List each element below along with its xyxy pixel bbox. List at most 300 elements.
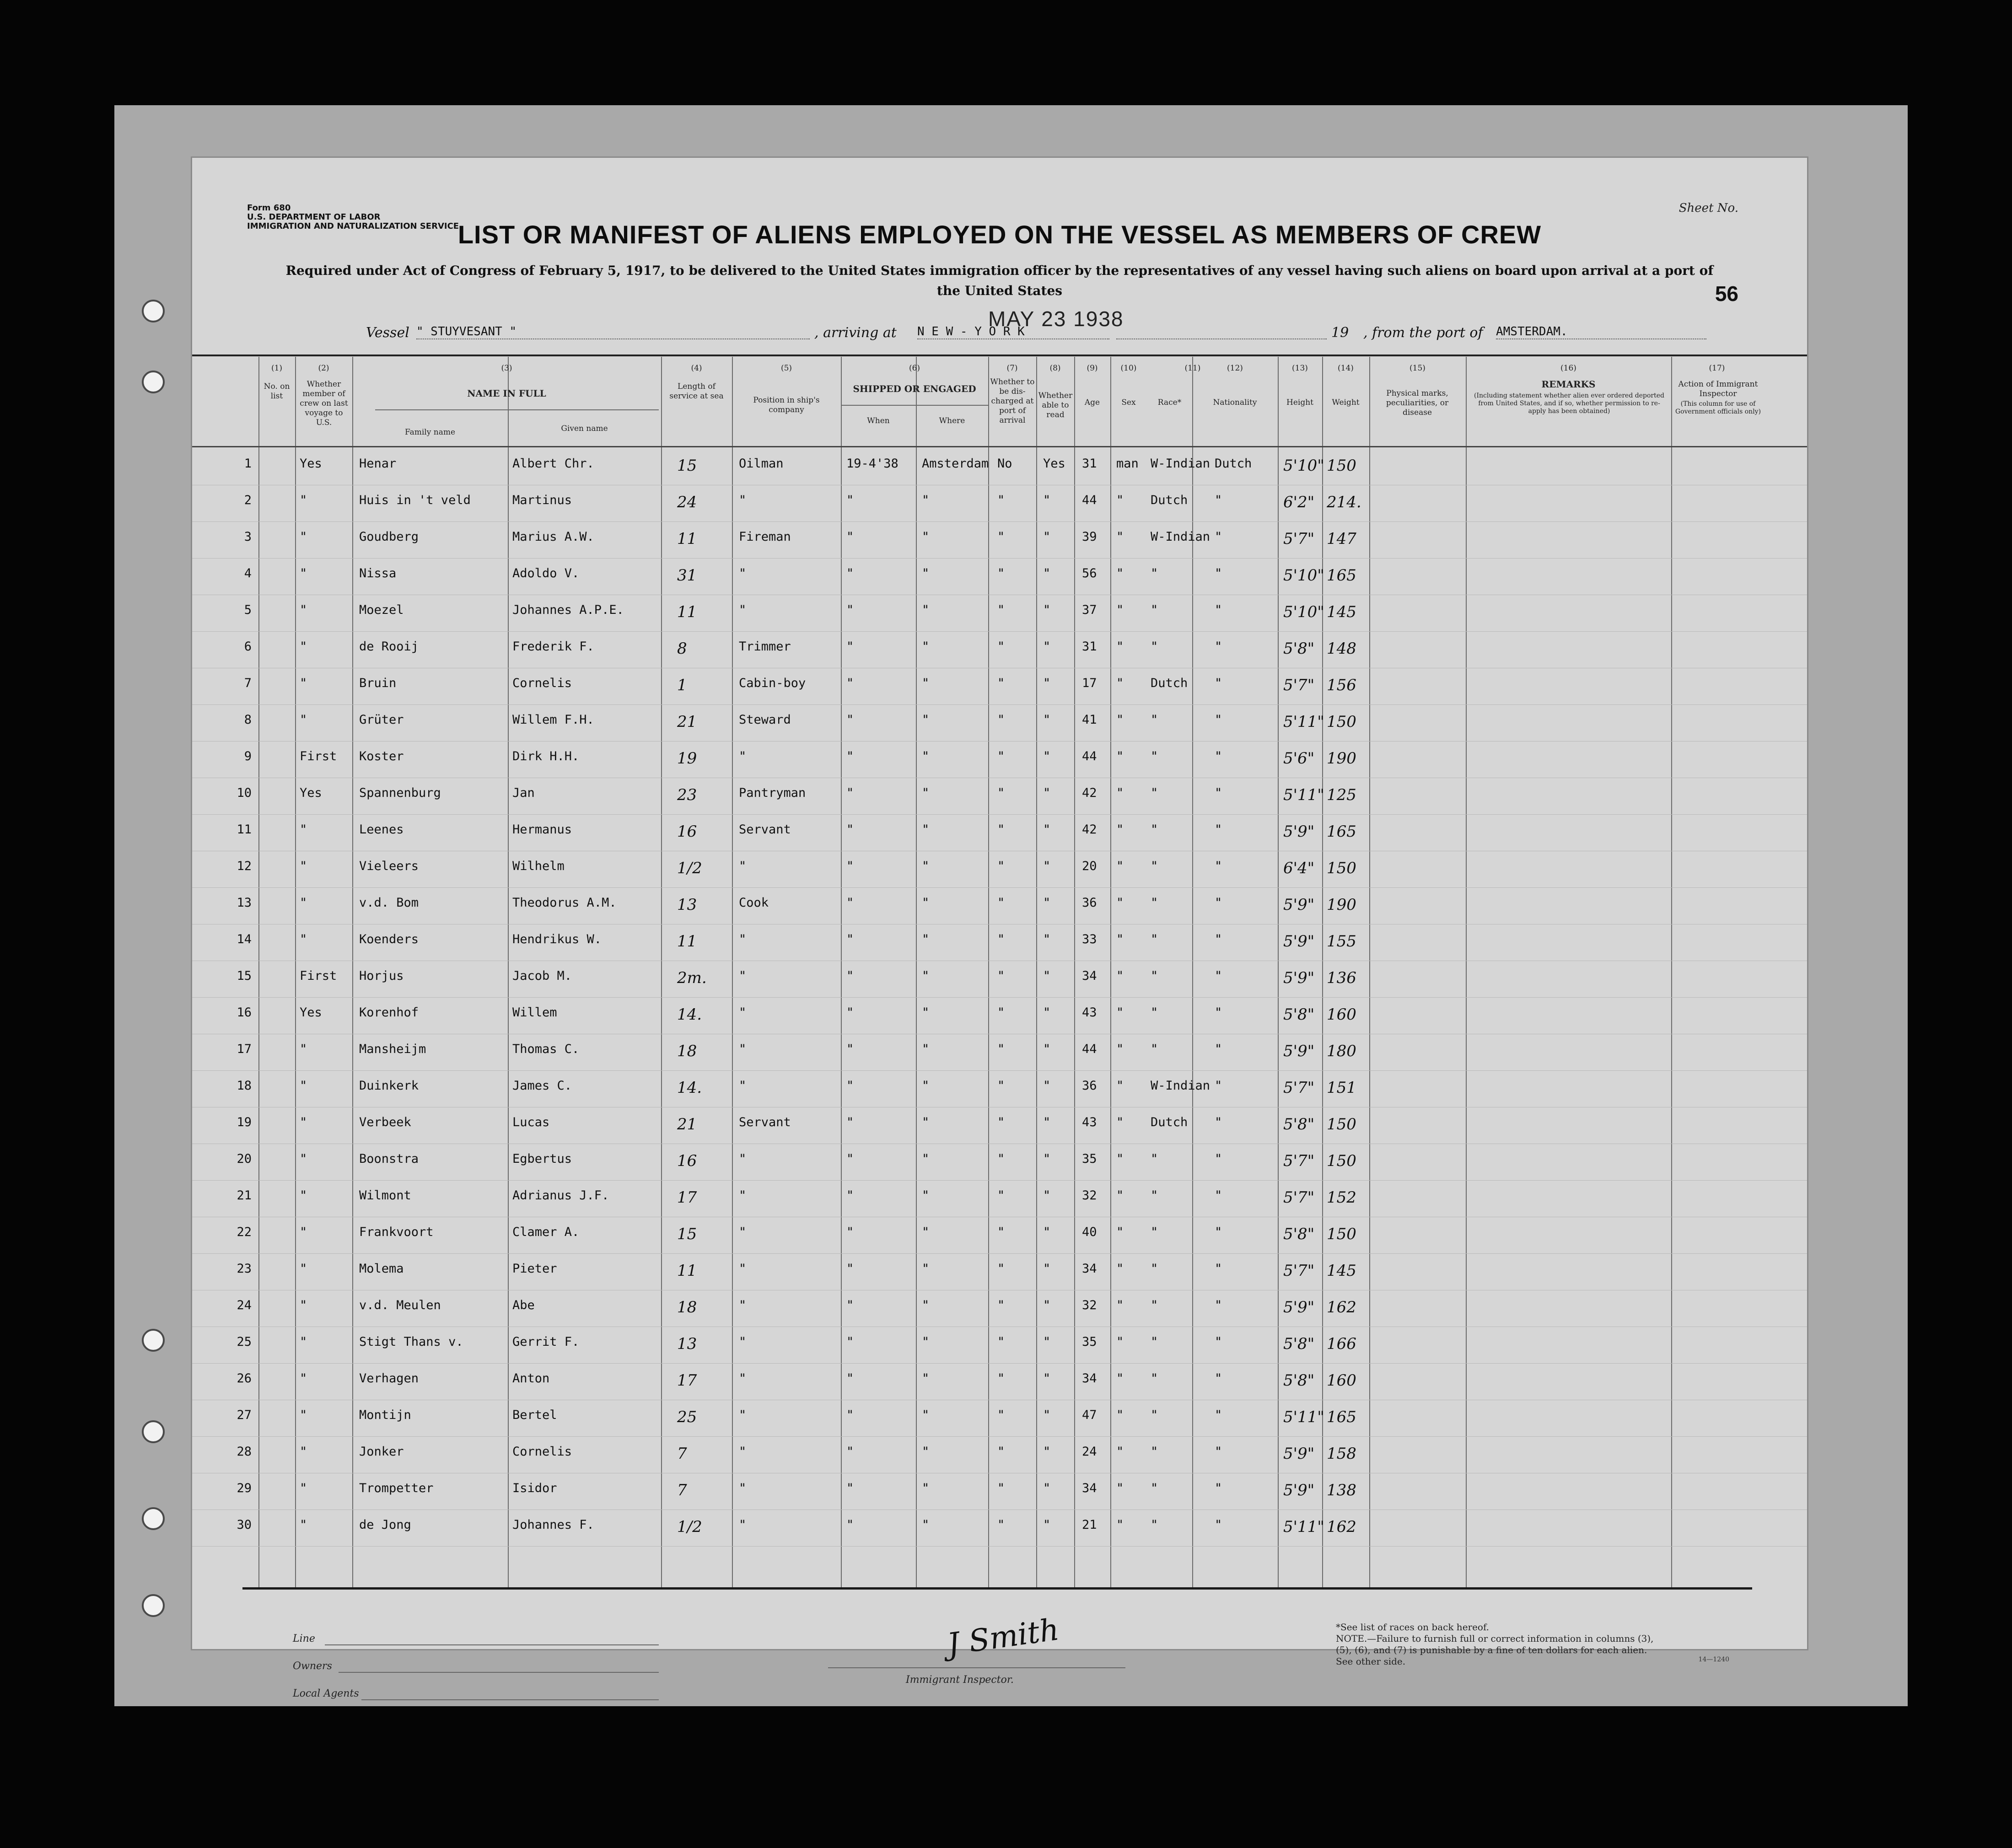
given-name-cell: Adrianus J.F. <box>512 1188 609 1203</box>
able-to-read-cell: " <box>1043 969 1051 983</box>
able-to-read-cell: " <box>1043 639 1051 654</box>
shipped-when-cell: " <box>846 1152 854 1166</box>
col-remarks-note: (Including statement whether alien ever ordered deported from United States, and if so, whether permission to re-apply has been obtained) <box>1474 392 1664 415</box>
position-cell: " <box>739 1371 747 1386</box>
age-cell: 17 <box>1082 676 1097 690</box>
discharged-cell: " <box>997 1079 1005 1093</box>
punch-hole <box>142 300 165 322</box>
sex-cell: " <box>1116 859 1124 873</box>
sex-cell: " <box>1116 1042 1124 1056</box>
race-cell: " <box>1151 1481 1158 1495</box>
col-when: When <box>867 416 890 425</box>
col16-number: (16) <box>1560 364 1576 373</box>
sex-cell: " <box>1116 676 1124 690</box>
shipped-when-cell: " <box>846 1042 854 1056</box>
given-name-cell: Willem <box>512 1005 557 1020</box>
col5-number: (5) <box>780 364 792 373</box>
punch-hole <box>142 1507 165 1530</box>
row-number-cell: 22 <box>237 1225 252 1239</box>
able-to-read-cell: " <box>1043 1262 1051 1276</box>
able-to-read-cell: " <box>1043 603 1051 617</box>
nationality-cell: " <box>1215 1445 1222 1459</box>
table-row <box>192 1034 1807 1071</box>
length-of-service-cell: 13 <box>677 1335 697 1353</box>
given-name-cell: Abe <box>512 1298 535 1312</box>
position-cell: " <box>739 932 747 946</box>
length-of-service-cell: 1/2 <box>677 1518 702 1536</box>
able-to-read-cell: " <box>1043 786 1051 800</box>
given-name-cell: Albert Chr. <box>512 457 594 471</box>
discharged-cell: " <box>997 566 1005 580</box>
height-cell: 5'6" <box>1283 749 1315 768</box>
year-label: 19 <box>1331 325 1349 341</box>
table-row <box>192 1070 1807 1107</box>
race-cell: " <box>1151 1042 1158 1056</box>
length-of-service-cell: 16 <box>677 1152 697 1170</box>
signature-line <box>828 1667 1125 1668</box>
able-to-read-cell: " <box>1043 1335 1051 1349</box>
shipped-when-cell: 19-4'38 <box>846 457 898 471</box>
table-row <box>192 1510 1807 1547</box>
discharged-cell: " <box>997 1298 1005 1312</box>
previous-voyage-cell: " <box>300 530 307 544</box>
shipped-where-cell: " <box>922 676 930 690</box>
weight-cell: 155 <box>1327 932 1356 951</box>
age-cell: 36 <box>1082 896 1097 910</box>
previous-voyage-cell: First <box>300 749 337 763</box>
shipped-where-cell: " <box>922 859 930 873</box>
table-row <box>192 668 1807 705</box>
weight-cell: 150 <box>1327 1152 1356 1170</box>
col-discharged: Whether to be dis-charged at port of arrival <box>990 377 1035 425</box>
weight-cell: 165 <box>1327 1408 1356 1426</box>
row-number-cell: 11 <box>237 822 252 837</box>
length-of-service-cell: 14. <box>677 1079 702 1097</box>
race-cell: " <box>1151 1005 1158 1020</box>
given-name-cell: Dirk H.H. <box>512 749 580 763</box>
age-cell: 44 <box>1082 493 1097 507</box>
age-cell: 41 <box>1082 713 1097 727</box>
row-number-cell: 7 <box>244 676 252 690</box>
shipped-where-cell: " <box>922 1371 930 1386</box>
length-of-service-cell: 24 <box>677 493 697 511</box>
family-name-cell: Mansheijm <box>359 1042 426 1056</box>
length-of-service-cell: 7 <box>677 1481 687 1499</box>
family-name-cell: Stigt Thans v. <box>359 1335 463 1349</box>
able-to-read-cell: " <box>1043 1042 1051 1056</box>
given-name-cell: Gerrit F. <box>512 1335 580 1349</box>
col1-number: (1) <box>271 364 283 373</box>
age-cell: 35 <box>1082 1152 1097 1166</box>
sex-cell: " <box>1116 713 1124 727</box>
previous-voyage-cell: " <box>300 1335 307 1349</box>
table-row <box>192 521 1807 559</box>
position-cell: " <box>739 1152 747 1166</box>
shipped-when-cell: " <box>846 1371 854 1386</box>
height-cell: 5'9" <box>1283 1445 1315 1463</box>
given-name-cell: Willem F.H. <box>512 713 594 727</box>
discharged-cell: " <box>997 1225 1005 1239</box>
nationality-cell: " <box>1215 493 1222 507</box>
arriving-label: , arriving at <box>814 325 897 341</box>
shipped-where-cell: " <box>922 1408 930 1422</box>
race-cell: " <box>1151 859 1158 873</box>
race-cell: " <box>1151 713 1158 727</box>
col14-number: (14) <box>1338 364 1354 373</box>
given-name-cell: Theodorus A.M. <box>512 896 617 910</box>
height-cell: 5'8" <box>1283 1225 1315 1243</box>
family-name-cell: Korenhof <box>359 1005 419 1020</box>
family-name-cell: Wilmont <box>359 1188 411 1203</box>
family-name-cell: Grüter <box>359 713 404 727</box>
height-cell: 5'10" <box>1283 603 1324 621</box>
family-name-cell: Frankvoort <box>359 1225 434 1239</box>
sex-cell: " <box>1116 896 1124 910</box>
race-cell: Dutch <box>1151 493 1188 507</box>
previous-voyage-cell: " <box>300 1225 307 1239</box>
able-to-read-cell: " <box>1043 1518 1051 1532</box>
col-position: Position in ship's company <box>753 396 820 414</box>
given-name-cell: Pieter <box>512 1262 557 1276</box>
age-cell: 32 <box>1082 1298 1097 1312</box>
discharged-cell: " <box>997 1481 1005 1495</box>
penalty-note: NOTE.—Failure to furnish full or correct information in columns (3), (5), (6), and (7) is punishable by a fine of ten dollars for each alien. See other side. <box>1336 1633 1654 1667</box>
table-row <box>192 961 1807 998</box>
sex-cell: " <box>1116 1518 1124 1532</box>
height-cell: 5'8" <box>1283 639 1315 658</box>
age-cell: 21 <box>1082 1518 1097 1532</box>
date-blank <box>1116 325 1327 339</box>
length-of-service-cell: 11 <box>677 932 697 951</box>
row-number-cell: 30 <box>237 1518 252 1532</box>
table-row <box>192 814 1807 851</box>
races-note: *See list of races on back hereof. <box>1336 1622 1490 1633</box>
previous-voyage-cell: Yes <box>300 1005 322 1020</box>
shipped-where-cell: Amsterdam <box>922 457 989 471</box>
race-cell: " <box>1151 786 1158 800</box>
previous-voyage-cell: " <box>300 676 307 690</box>
line-label: Line <box>293 1633 315 1644</box>
discharged-cell: " <box>997 1042 1005 1056</box>
sex-cell: man <box>1116 457 1139 471</box>
shipped-when-cell: " <box>846 1225 854 1239</box>
weight-cell: 160 <box>1327 1005 1356 1024</box>
able-to-read-cell: " <box>1043 1005 1051 1020</box>
row-number-cell: 4 <box>244 566 252 580</box>
row-number-cell: 12 <box>237 859 252 873</box>
nationality-cell: " <box>1215 713 1222 727</box>
height-cell: 5'7" <box>1283 1079 1315 1097</box>
able-to-read-cell: " <box>1043 713 1051 727</box>
col8-number: (8) <box>1049 364 1061 373</box>
shipped-where-cell: " <box>922 749 930 763</box>
able-to-read-cell: " <box>1043 1079 1051 1093</box>
length-of-service-cell: 16 <box>677 822 697 841</box>
previous-voyage-cell: Yes <box>300 786 322 800</box>
sex-cell: " <box>1116 822 1124 837</box>
race-cell: " <box>1151 749 1158 763</box>
row-number-cell: 15 <box>237 969 252 983</box>
length-of-service-cell: 1 <box>677 676 687 694</box>
nationality-cell: " <box>1215 786 1222 800</box>
sex-cell: " <box>1116 1262 1124 1276</box>
weight-cell: 162 <box>1327 1518 1356 1536</box>
table-row <box>192 631 1807 668</box>
able-to-read-cell: " <box>1043 1225 1051 1239</box>
position-cell: Cook <box>739 896 769 910</box>
discharged-cell: " <box>997 1188 1005 1203</box>
position-cell: " <box>739 566 747 580</box>
family-name-cell: Molema <box>359 1262 404 1276</box>
nationality-cell: " <box>1215 1518 1222 1532</box>
discharged-cell: No <box>997 457 1012 471</box>
race-cell: " <box>1151 969 1158 983</box>
row-number-cell: 28 <box>237 1445 252 1459</box>
race-cell: W-Indian <box>1151 457 1210 471</box>
line-field <box>325 1644 659 1645</box>
shipped-when-cell: " <box>846 493 854 507</box>
shipped-where-cell: " <box>922 1335 930 1349</box>
shipped-when-cell: " <box>846 530 854 544</box>
discharged-cell: " <box>997 1115 1005 1129</box>
able-to-read-cell: " <box>1043 1298 1051 1312</box>
height-cell: 5'7" <box>1283 676 1315 694</box>
row-number-cell: 29 <box>237 1481 252 1495</box>
family-name-cell: Trompetter <box>359 1481 434 1495</box>
row-number-cell: 1 <box>244 457 252 471</box>
weight-cell: 150 <box>1327 1225 1356 1243</box>
nationality-cell: " <box>1215 1371 1222 1386</box>
previous-voyage-cell: " <box>300 1042 307 1056</box>
row-number-cell: 13 <box>237 896 252 910</box>
height-cell: 5'9" <box>1283 1042 1315 1060</box>
nationality-cell: " <box>1215 676 1222 690</box>
col4-number: (4) <box>691 364 702 373</box>
shipped-when-cell: " <box>846 1298 854 1312</box>
age-cell: 34 <box>1082 1481 1097 1495</box>
weight-cell: 160 <box>1327 1371 1356 1390</box>
table-row <box>192 485 1807 522</box>
family-name-cell: Duinkerk <box>359 1079 419 1093</box>
discharged-cell: " <box>997 859 1005 873</box>
height-cell: 5'9" <box>1283 1481 1315 1499</box>
age-cell: 43 <box>1082 1005 1097 1020</box>
able-to-read-cell: " <box>1043 1371 1051 1386</box>
family-name-cell: Koster <box>359 749 404 763</box>
shipped-where-cell: " <box>922 822 930 837</box>
sex-cell: " <box>1116 1225 1124 1239</box>
nationality-cell: Dutch <box>1215 457 1252 471</box>
able-to-read-cell: " <box>1043 1481 1051 1495</box>
sex-cell: " <box>1116 566 1124 580</box>
sex-cell: " <box>1116 969 1124 983</box>
position-cell: " <box>739 749 747 763</box>
age-cell: 20 <box>1082 859 1097 873</box>
discharged-cell: " <box>997 822 1005 837</box>
discharged-cell: " <box>997 493 1005 507</box>
shipped-where-cell: " <box>922 896 930 910</box>
position-cell: Servant <box>739 822 791 837</box>
given-name-cell: Jan <box>512 786 535 800</box>
crew-table <box>192 355 1807 1599</box>
height-cell: 5'9" <box>1283 932 1315 951</box>
sex-cell: " <box>1116 493 1124 507</box>
height-cell: 5'11" <box>1283 1408 1324 1426</box>
table-row <box>192 1363 1807 1400</box>
col10-number: (10) <box>1120 364 1137 373</box>
family-name-cell: Henar <box>359 457 397 471</box>
age-cell: 47 <box>1082 1408 1097 1422</box>
sex-cell: " <box>1116 1152 1124 1166</box>
age-cell: 43 <box>1082 1115 1097 1129</box>
previous-voyage-cell: " <box>300 1115 307 1129</box>
able-to-read-cell: " <box>1043 1152 1051 1166</box>
length-of-service-cell: 21 <box>677 1115 697 1134</box>
nationality-cell: " <box>1215 1335 1222 1349</box>
punch-hole <box>142 1329 165 1352</box>
family-name-cell: Koenders <box>359 932 419 946</box>
manifest-sheet <box>192 158 1807 1699</box>
sex-cell: " <box>1116 786 1124 800</box>
row-number-cell: 2 <box>244 493 252 507</box>
given-name-cell: Cornelis <box>512 676 572 690</box>
weight-cell: 147 <box>1327 530 1356 548</box>
race-cell: " <box>1151 1262 1158 1276</box>
length-of-service-cell: 7 <box>677 1445 687 1463</box>
row-number-cell: 5 <box>244 603 252 617</box>
shipped-where-cell: " <box>922 1042 930 1056</box>
nationality-cell: " <box>1215 1298 1222 1312</box>
given-name-cell: Jacob M. <box>512 969 572 983</box>
race-cell: " <box>1151 566 1158 580</box>
position-cell: " <box>739 1335 747 1349</box>
discharged-cell: " <box>997 786 1005 800</box>
position-cell: Servant <box>739 1115 791 1129</box>
age-cell: 32 <box>1082 1188 1097 1203</box>
previous-voyage-cell: " <box>300 932 307 946</box>
family-name-cell: v.d. Bom <box>359 896 419 910</box>
race-cell: " <box>1151 932 1158 946</box>
col13-number: (13) <box>1292 364 1308 373</box>
sex-cell: " <box>1116 1188 1124 1203</box>
previous-voyage-cell: " <box>300 1298 307 1312</box>
given-name-cell: Johannes A.P.E. <box>512 603 624 617</box>
row-number-cell: 3 <box>244 530 252 544</box>
race-cell: " <box>1151 1445 1158 1459</box>
shipped-where-cell: " <box>922 713 930 727</box>
table-row <box>192 887 1807 924</box>
length-of-service-cell: 21 <box>677 713 697 731</box>
row-number-cell: 23 <box>237 1262 252 1276</box>
age-cell: 40 <box>1082 1225 1097 1239</box>
height-cell: 5'11" <box>1283 786 1324 804</box>
height-cell: 5'10" <box>1283 566 1324 585</box>
age-cell: 34 <box>1082 1371 1097 1386</box>
sheet-number-label: Sheet No. <box>1678 201 1738 215</box>
weight-cell: 145 <box>1327 603 1356 621</box>
punch-hole <box>142 371 165 393</box>
row-number-cell: 17 <box>237 1042 252 1056</box>
age-cell: 31 <box>1082 639 1097 654</box>
shipped-when-cell: " <box>846 969 854 983</box>
sex-cell: " <box>1116 932 1124 946</box>
shipped-where-cell: " <box>922 639 930 654</box>
row-number-cell: 24 <box>237 1298 252 1312</box>
nationality-cell: " <box>1215 749 1222 763</box>
table-row <box>192 778 1807 815</box>
able-to-read-cell: Yes <box>1043 457 1065 471</box>
table-row <box>192 558 1807 595</box>
col-height: Height <box>1286 398 1313 407</box>
previous-voyage-cell: " <box>300 1262 307 1276</box>
table-row <box>192 1180 1807 1217</box>
nationality-cell: " <box>1215 859 1222 873</box>
age-cell: 37 <box>1082 603 1097 617</box>
race-cell: " <box>1151 603 1158 617</box>
shipped-where-cell: " <box>922 603 930 617</box>
nationality-cell: " <box>1215 932 1222 946</box>
row-number-cell: 20 <box>237 1152 252 1166</box>
age-cell: 42 <box>1082 786 1097 800</box>
weight-cell: 190 <box>1327 749 1356 768</box>
page-title: LIST OR MANIFEST OF ALIENS EMPLOYED ON THE VESSEL AS MEMBERS OF CREW <box>457 220 1542 249</box>
discharged-cell: " <box>997 1408 1005 1422</box>
able-to-read-cell: " <box>1043 932 1051 946</box>
row-number-cell: 8 <box>244 713 252 727</box>
shipped-where-cell: " <box>922 1152 930 1166</box>
sex-cell: " <box>1116 1005 1124 1020</box>
height-cell: 5'9" <box>1283 896 1315 914</box>
previous-voyage-cell: " <box>300 713 307 727</box>
position-cell: Steward <box>739 713 791 727</box>
able-to-read-cell: " <box>1043 676 1051 690</box>
shipped-where-cell: " <box>922 1115 930 1129</box>
footnote <box>1336 1622 1656 1667</box>
table-row <box>192 1144 1807 1181</box>
given-name-cell: Cornelis <box>512 1445 572 1459</box>
given-name-cell: Hendrikus W. <box>512 932 602 946</box>
family-name-cell: Goudberg <box>359 530 419 544</box>
discharged-cell: " <box>997 932 1005 946</box>
position-cell: " <box>739 1042 747 1056</box>
able-to-read-cell: " <box>1043 822 1051 837</box>
race-cell: " <box>1151 1298 1158 1312</box>
shipped-when-cell: " <box>846 1335 854 1349</box>
nationality-cell: " <box>1215 1225 1222 1239</box>
length-of-service-cell: 2m. <box>677 969 707 987</box>
shipped-where-cell: " <box>922 969 930 983</box>
race-cell: W-Indian <box>1151 1079 1210 1093</box>
age-cell: 31 <box>1082 457 1097 471</box>
family-name-cell: Montijn <box>359 1408 411 1422</box>
age-cell: 39 <box>1082 530 1097 544</box>
shipped-when-cell: " <box>846 896 854 910</box>
position-cell: " <box>739 859 747 873</box>
nationality-cell: " <box>1215 896 1222 910</box>
discharged-cell: " <box>997 530 1005 544</box>
previous-voyage-cell: " <box>300 1152 307 1166</box>
position-cell: " <box>739 1262 747 1276</box>
previous-voyage-cell: " <box>300 859 307 873</box>
weight-cell: 180 <box>1327 1042 1356 1060</box>
name-separator <box>375 409 659 410</box>
length-of-service-cell: 13 <box>677 896 697 914</box>
shipped-where-cell: " <box>922 1298 930 1312</box>
position-cell: " <box>739 1408 747 1422</box>
age-cell: 34 <box>1082 1262 1097 1276</box>
col-weight: Weight <box>1332 398 1360 407</box>
shipped-when-cell: " <box>846 1005 854 1020</box>
